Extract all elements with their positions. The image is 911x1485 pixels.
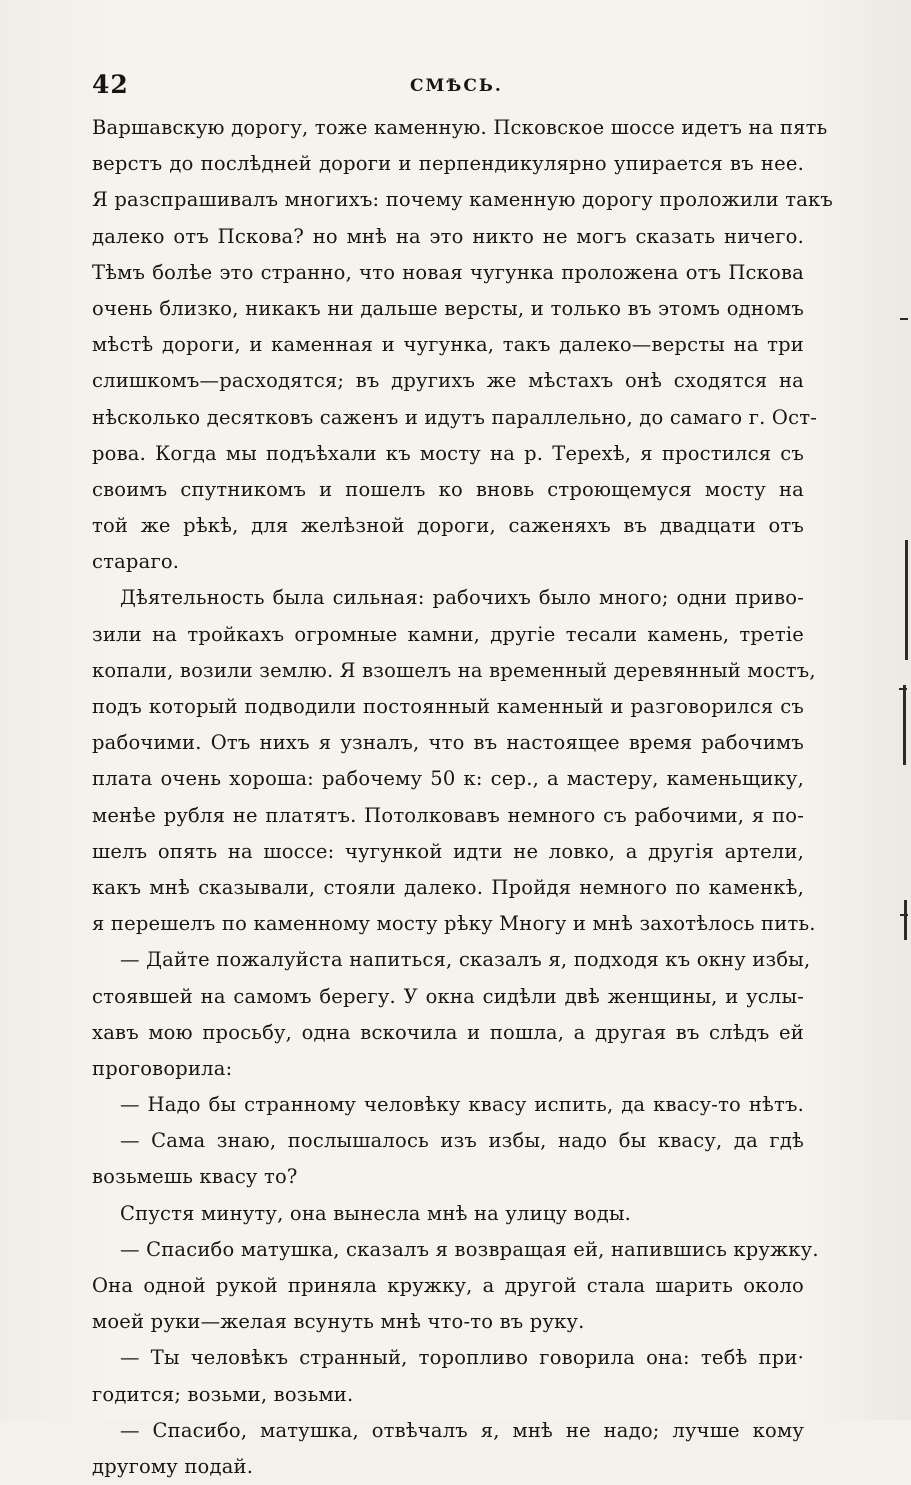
text-line: далеко отъ Пскова? но мнѣ на это никто не могъ сказать ничего. xyxy=(92,224,804,248)
text-line: стараго. xyxy=(92,550,180,574)
text-line: слишкомъ—расходятся; въ другихъ же мѣстахъ онѣ сходятся на xyxy=(92,369,804,393)
text-line: годится; возьми, возьми. xyxy=(92,1382,354,1406)
text-line: своимъ спутникомъ и пошелъ ко вновь строющемуся мосту на xyxy=(92,477,804,501)
text-line: Тѣмъ болѣе это странно, что новая чугунка проложена отъ Пскова xyxy=(92,260,804,284)
text-line: Спустя минуту, она вынесла мнѣ на улицу воды. xyxy=(120,1201,632,1225)
text-line: Я разспрашивалъ многихъ: почему каменную дорогу проложили такъ xyxy=(92,188,834,212)
text-line: — Спасибо матушка, сказалъ я возвращая ей, напившись кружку. xyxy=(120,1237,819,1261)
text-line: — Надо бы странному человѣку квасу испить, да квасу-то нѣтъ. xyxy=(120,1093,804,1117)
binding-tick xyxy=(900,318,908,320)
text-line: Дѣятельность была сильная: рабочихъ было много; одни приво- xyxy=(120,586,804,610)
text-line: рабочими. Отъ нихъ я узналъ, что въ настоящее время рабочимъ xyxy=(92,731,804,755)
text-line: Она одной рукой приняла кружку, а другой стала шарить около xyxy=(92,1274,804,1297)
text-line: хавъ мою просьбу, одна вскочила и пошла, а другая въ слѣдъ ей xyxy=(92,1020,804,1044)
text-line: очень близко, никакъ ни дальше версты, и только въ этомъ одномъ xyxy=(92,296,804,320)
text-line: какъ мнѣ сказывали, стояли далеко. Пройдя немного по каменкѣ, xyxy=(92,875,804,899)
text-line: подъ который подводили постоянный каменный и разговорился съ xyxy=(92,695,804,718)
text-line: верстъ до послѣдней дороги и перпендикулярно упирается въ нее. xyxy=(92,152,804,176)
body-text xyxy=(92,110,834,1485)
text-line: менѣе рубля не платятъ. Потолковавъ немного съ рабочими, я по- xyxy=(92,803,804,827)
text-line: — Сама знаю, послышалось изъ избы, надо бы квасу, да гдѣ xyxy=(120,1129,804,1153)
text-line: рова. Когда мы подъѣхали къ мосту на р. Терехѣ, я простился съ xyxy=(92,441,804,465)
text-line: — Ты человѣкъ странный, торопливо говорила она: тебѣ при· xyxy=(120,1346,804,1370)
text-line: проговорила: xyxy=(92,1056,233,1080)
binding-mark xyxy=(903,685,906,765)
text-line: Варшавскую дорогу, тоже каменную. Псковское шоссе идетъ на пять xyxy=(92,116,828,139)
text-line: другому подай. xyxy=(92,1454,254,1478)
text-line: — Дайте пожалуйста напиться, сказалъ я, подходя къ окну избы, xyxy=(120,948,811,972)
text-line: моей руки—желая всунуть мнѣ что-то въ руку. xyxy=(92,1310,585,1334)
binding-mark xyxy=(905,540,908,660)
page-number: 42 xyxy=(92,70,129,99)
text-line: той же рѣкѣ, для желѣзной дороги, саженяхъ въ двадцати отъ xyxy=(92,514,804,538)
text-line: зили на тройкахъ огромные камни, другіе тесали камень, третіе xyxy=(92,622,804,646)
running-head: СМѢСЬ. xyxy=(410,76,503,96)
text-line: плата очень хороша: рабочему 50 к: сер., а мастеру, каменьщику, xyxy=(92,767,804,791)
binding-mark xyxy=(904,900,907,940)
binding-tick xyxy=(900,914,908,916)
text-line: копали, возили землю. Я взошелъ на временный деревянный мостъ, xyxy=(92,658,816,682)
text-line: стоявшей на самомъ берегу. У окна сидѣли двѣ женщины, и услы- xyxy=(92,984,804,1008)
text-line: нѣсколько десятковъ саженъ и идутъ параллельно, до самаго г. Ост- xyxy=(92,405,818,429)
binding-tick xyxy=(899,688,907,690)
text-line: я перешелъ по каменному мосту рѣку Многу и мнѣ захотѣлось пить. xyxy=(92,912,816,936)
page-header xyxy=(92,70,804,106)
text-line: шелъ опять на шоссе: чугункой идти не ловко, а другія артели, xyxy=(92,839,804,863)
text-line: — Спасибо, матушка, отвѣчалъ я, мнѣ не надо; лучше кому xyxy=(120,1418,804,1442)
text-line: мѣстѣ дороги, и каменная и чугунка, такъ далеко—версты на три xyxy=(92,333,804,357)
text-line: возьмешь квасу то? xyxy=(92,1165,298,1189)
